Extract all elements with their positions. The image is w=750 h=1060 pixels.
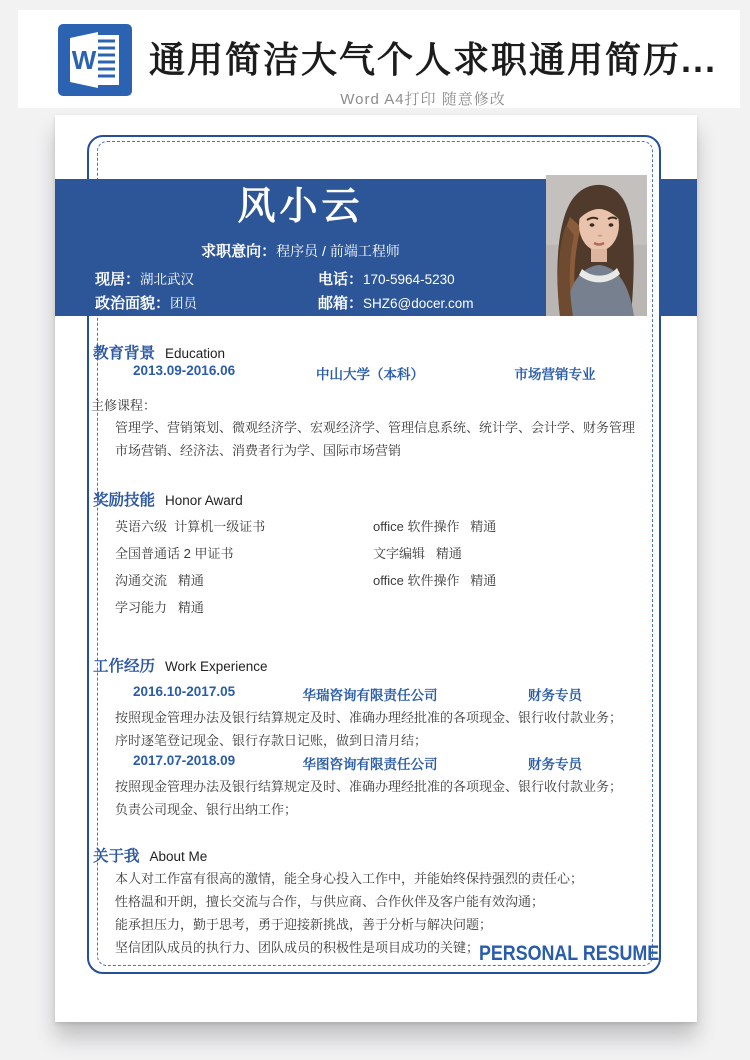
skill-cell: office 软件操作 精通 (373, 519, 497, 534)
residence-value: 湖北武汉 (140, 272, 195, 287)
job-duty-line: 按照现金管理办法及银行结算规定及时、准确办理经批准的各项现金、银行收付款业务； (115, 779, 623, 794)
about-line: 性格温和开朗，擅长交流与合作，与供应商、合作伙伴及客户能有效沟通； (115, 894, 545, 909)
political-status-field (95, 292, 197, 313)
phone-label: 电话： (318, 271, 364, 288)
education-section-title (93, 341, 225, 363)
job-entry-row (55, 753, 697, 772)
residence-label: 现居： (95, 271, 141, 288)
job-position: 财务专员 (528, 757, 582, 772)
phone-field (318, 268, 455, 289)
job-intention-value: 程序员 / 前端工程师 (276, 243, 400, 259)
template-subtitle: Word A4打印 随意修改 (340, 91, 506, 108)
about-title-en: About Me (149, 849, 208, 864)
skills-title-cn: 奖励技能 (93, 492, 156, 509)
education-title-cn: 教育背景 (93, 345, 156, 362)
residence-field (95, 268, 194, 289)
resume-page (55, 115, 697, 1022)
email-value: SHZ6@docer.com (363, 296, 474, 311)
job-entry-row (55, 684, 697, 703)
skill-cell: 沟通交流 精通 (115, 573, 204, 588)
work-title-en: Work Experience (165, 659, 268, 674)
job-duty-line: 序时逐笔登记现金、银行存款日记账，做到日清月结； (115, 733, 428, 748)
skill-cell: office 软件操作 精通 (373, 573, 497, 588)
education-entry-row (55, 363, 697, 382)
work-title-cn: 工作经历 (93, 658, 156, 675)
work-section-title (93, 654, 268, 676)
skill-cell: 全国普通话 2 甲证书 (115, 546, 234, 561)
candidate-name: 风小云 (237, 186, 364, 228)
job-company: 华图咨询有限责任公司 (302, 757, 438, 772)
template-header-card (18, 10, 740, 108)
about-line: 本人对工作富有很高的激情，能全身心投入工作中，并能始终保持强烈的责任心； (115, 871, 584, 886)
job-period: 2016.10-2017.05 (133, 684, 236, 699)
word-icon-letter: W (71, 45, 97, 75)
courses-line: 管理学、营销策划、微观经济学、宏观经济学、管理信息系统、统计学、会计学、财务管理 (115, 420, 636, 435)
word-file-icon (58, 23, 132, 97)
phone-value: 170-5964-5230 (363, 272, 455, 287)
personal-resume-watermark: PERSONAL RESUME (479, 942, 660, 965)
job-intention-label: 求职意向： (201, 243, 277, 260)
about-section-title (93, 844, 207, 866)
about-line: 能承担压力，勤于思考，勇于迎接新挑战，善于分析与解决问题； (115, 917, 493, 932)
job-intention-row (55, 240, 546, 261)
about-line: 坚信团队成员的执行力、团队成员的积极性是项目成功的关键； (115, 940, 480, 955)
education-period: 2013.09-2016.06 (133, 363, 236, 378)
skill-cell: 英语六级 计算机一级证书 (115, 519, 266, 534)
job-duty-line: 负责公司现金、银行出纳工作； (115, 802, 298, 817)
courses-label: 主修课程： (91, 398, 157, 413)
template-title: 通用简洁大气个人求职通用简历... (148, 39, 717, 80)
skill-cell: 文字编辑 精通 (373, 546, 462, 561)
education-major: 市场营销专业 (514, 367, 596, 382)
job-company: 华瑞咨询有限责任公司 (302, 688, 438, 703)
job-period: 2017.07-2018.09 (133, 753, 236, 768)
skills-section-title (93, 488, 243, 510)
skill-cell: 学习能力 精通 (115, 600, 204, 615)
job-position: 财务专员 (528, 688, 582, 703)
profile-photo (546, 175, 647, 316)
email-field (318, 292, 474, 313)
courses-line: 市场营销、经济法、消费者行为学、国际市场营销 (115, 443, 402, 458)
email-label: 邮箱： (318, 295, 364, 312)
education-title-en: Education (165, 346, 226, 361)
political-status-value: 团员 (170, 296, 198, 311)
header-band-right-segment (659, 179, 697, 316)
about-title-cn: 关于我 (93, 848, 140, 865)
skills-title-en: Honor Award (165, 493, 243, 508)
political-status-label: 政治面貌： (95, 295, 171, 312)
education-school: 中山大学（本科） (316, 367, 424, 382)
job-duty-line: 按照现金管理办法及银行结算规定及时、准确办理经批准的各项现金、银行收付款业务； (115, 710, 623, 725)
